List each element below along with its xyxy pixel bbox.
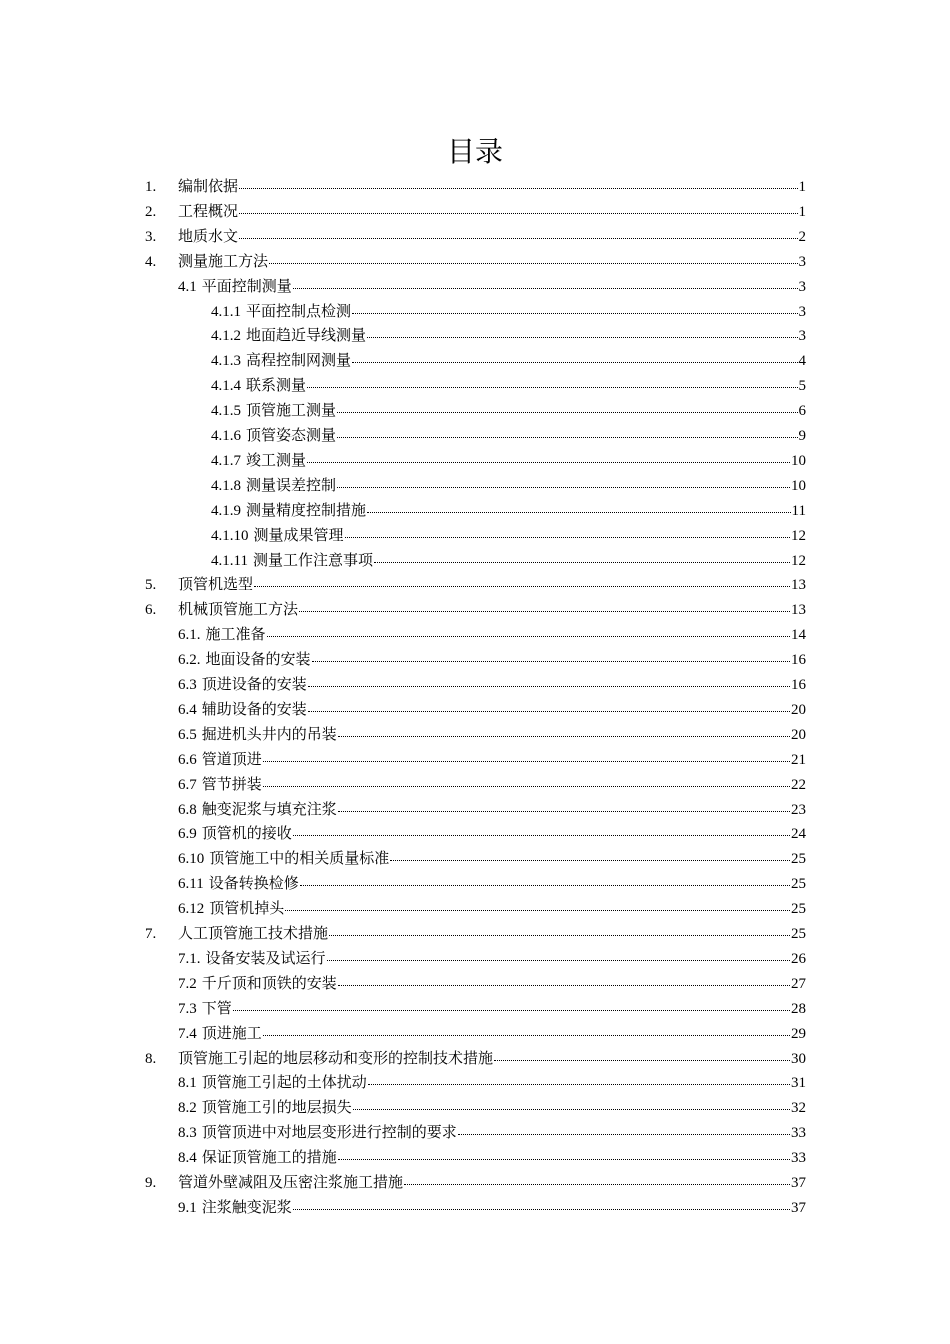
toc-entry-number: 7.4 — [178, 1025, 197, 1042]
toc-entry[interactable] — [211, 300, 806, 325]
toc-entry-number: 4.1.3 — [211, 353, 241, 370]
toc-entry-page: 13 — [791, 602, 806, 619]
toc-entry-page: 26 — [791, 950, 806, 967]
toc-entry-page: 12 — [791, 527, 806, 544]
toc-entry-page: 23 — [791, 801, 806, 818]
toc-entry-number: 6.5 — [178, 726, 197, 743]
toc-entry-number: 4.1.8 — [211, 477, 241, 494]
toc-entry-number: 4.1.10 — [211, 527, 249, 544]
toc-entry-title: 测量精度控制措施 — [246, 502, 367, 519]
toc-entry-page: 37 — [791, 1199, 806, 1216]
toc-entry-number: 8.4 — [178, 1150, 197, 1167]
toc-entry[interactable] — [178, 673, 806, 698]
toc-entry[interactable] — [211, 324, 806, 349]
toc-entry-number: 4.1.6 — [211, 428, 241, 444]
toc-entry-number: 6.12 — [178, 901, 205, 918]
toc-entry[interactable] — [211, 524, 806, 549]
toc-dot-leader — [337, 476, 790, 490]
toc-entry-title: 测量误差控制 — [246, 477, 337, 494]
toc-entry-title: 竣工测量 — [246, 452, 307, 469]
toc-entry[interactable] — [211, 449, 806, 474]
toc-entry-number: 8. — [145, 1050, 157, 1067]
toc-entry-title: 高程控制网测量 — [246, 353, 352, 370]
toc-dot-leader — [367, 501, 791, 515]
toc-dot-leader — [367, 326, 797, 340]
toc-entry-title: 顶管施工引的地层损失 — [201, 1100, 352, 1117]
toc-dot-leader — [285, 899, 790, 913]
toc-entry-number: 4.1.9 — [211, 502, 241, 519]
toc-entry[interactable] — [145, 1047, 806, 1072]
toc-entry-page: 10 — [791, 452, 806, 469]
toc-entry-number: 5. — [145, 577, 157, 594]
toc-entry[interactable] — [178, 623, 806, 648]
toc-entry-page: 1 — [798, 203, 806, 220]
toc-entry-page: 16 — [791, 677, 806, 693]
toc-entry-title: 人工顶管施工技术措施 — [178, 926, 329, 942]
toc-entry[interactable] — [178, 798, 806, 823]
toc-dot-leader — [307, 376, 797, 390]
toc-entry[interactable] — [178, 773, 806, 798]
toc-entry-page: 4 — [798, 353, 806, 370]
toc-entry-title: 顶管顶进中对地层变形进行控制的要求 — [201, 1125, 457, 1142]
toc-dot-leader — [337, 401, 797, 415]
toc-entry[interactable] — [211, 374, 806, 399]
toc-entry-page: 21 — [791, 751, 806, 768]
toc-entry-title: 掘进机头井内的吊装 — [201, 726, 337, 743]
toc-entry-page: 32 — [791, 1100, 806, 1117]
toc-entry-title: 管道外壁减阻及压密注浆施工措施 — [178, 1175, 404, 1191]
toc-entry-page: 33 — [791, 1125, 806, 1142]
toc-entry-number: 6.2. — [178, 652, 201, 669]
toc-entry-title: 设备安装及试运行 — [205, 950, 326, 967]
toc-entry-page: 25 — [791, 926, 806, 942]
toc-entry-title: 顶管施工引起的土体扰动 — [201, 1075, 367, 1092]
toc-entry-page: 11 — [791, 502, 806, 519]
toc-dot-leader — [352, 351, 797, 365]
toc-entry-title: 工程概况 — [178, 203, 239, 220]
toc-entry[interactable] — [145, 200, 806, 225]
toc-entry-number: 6.7 — [178, 776, 197, 793]
toc-dot-leader — [263, 750, 790, 764]
toc-entry-page: 28 — [791, 1000, 806, 1017]
toc-entry-number: 4.1.2 — [211, 328, 241, 345]
toc-dot-leader — [239, 177, 797, 191]
toc-entry[interactable] — [145, 598, 806, 623]
toc-entry[interactable] — [211, 424, 806, 449]
toc-entry[interactable] — [145, 250, 806, 275]
toc-entry[interactable] — [145, 175, 806, 200]
toc-entry-page: 12 — [791, 552, 806, 569]
toc-entry-title: 地面设备的安装 — [205, 652, 311, 669]
toc-entry[interactable] — [178, 847, 806, 872]
toc-entry-title: 触变泥浆与填充注浆 — [201, 801, 337, 818]
toc-entry-title: 设备转换检修 — [208, 876, 299, 893]
toc-dot-leader — [263, 1024, 790, 1038]
toc-entry-page: 14 — [791, 627, 806, 644]
toc-entry-title: 顶进施工 — [201, 1025, 262, 1042]
toc-entry-number: 8.2 — [178, 1100, 197, 1117]
toc-entry-title: 管道顶进 — [201, 751, 262, 768]
toc-entry[interactable] — [178, 748, 806, 773]
toc-entry-page: 33 — [791, 1150, 806, 1167]
toc-dot-leader — [233, 999, 790, 1013]
toc-dot-leader — [299, 600, 790, 614]
toc-entry-page: 5 — [798, 378, 806, 395]
toc-entry-title: 编制依据 — [178, 179, 239, 195]
toc-entry-title: 联系测量 — [246, 378, 307, 395]
toc-entry-number: 2. — [145, 203, 157, 220]
toc-dot-leader — [254, 575, 790, 589]
toc-dot-leader — [352, 302, 797, 316]
toc-dot-leader — [353, 1098, 790, 1112]
toc-entry-page: 3 — [798, 328, 806, 345]
toc-entry-number: 6.4 — [178, 701, 197, 718]
toc-entry-page: 30 — [791, 1050, 806, 1067]
toc-entry-title: 顶管施工引起的地层移动和变形的控制技术措施 — [178, 1050, 494, 1067]
toc-entry[interactable] — [178, 275, 806, 300]
toc-entry-page: 27 — [791, 975, 806, 992]
toc-dot-leader — [345, 526, 790, 540]
toc-entry[interactable] — [178, 972, 806, 997]
toc-entry-page: 25 — [791, 901, 806, 918]
toc-dot-leader — [338, 725, 790, 739]
toc-entry[interactable] — [211, 549, 806, 574]
toc-entry-page: 24 — [791, 826, 806, 843]
toc-entry[interactable] — [211, 349, 806, 374]
toc-dot-leader — [338, 974, 790, 988]
toc-dot-leader — [293, 1198, 790, 1212]
toc-entry-title: 地质水文 — [178, 228, 239, 245]
toc-entry-title: 平面控制点检测 — [246, 303, 352, 320]
toc-entry-number: 4.1 — [178, 278, 197, 295]
toc-entry-number: 6.9 — [178, 826, 197, 843]
toc-entry[interactable] — [178, 897, 806, 922]
toc-entry-title: 机械顶管施工方法 — [178, 602, 299, 619]
toc-entry[interactable] — [178, 723, 806, 748]
toc-dot-leader — [374, 551, 790, 565]
toc-entry[interactable] — [178, 997, 806, 1022]
toc-entry-number: 6. — [145, 602, 157, 619]
toc-dot-leader — [239, 202, 797, 216]
toc-entry-title: 顶管施工中的相关质量标准 — [209, 851, 390, 868]
toc-entry-title: 顶管施工测量 — [246, 403, 337, 420]
toc-entry-number: 3. — [145, 228, 157, 245]
toc-entry-number: 4.1.5 — [211, 403, 241, 420]
toc-entry[interactable] — [145, 922, 806, 947]
toc-entry-number: 8.3 — [178, 1125, 197, 1142]
toc-entry-number: 1. — [145, 179, 157, 195]
toc-entry-number: 9. — [145, 1175, 157, 1191]
toc-entry-number: 6.1. — [178, 627, 201, 644]
toc-dot-leader — [338, 1148, 790, 1162]
toc-entry-page: 22 — [791, 776, 806, 793]
toc-dot-leader — [263, 775, 790, 789]
toc-entry[interactable] — [178, 1146, 806, 1171]
toc-entry-title: 顶进设备的安装 — [201, 677, 307, 693]
toc-entry[interactable] — [178, 872, 806, 897]
toc-entry-title: 注浆触变泥浆 — [201, 1199, 292, 1216]
toc-entry-number: 6.6 — [178, 751, 197, 768]
toc-entry-page: 9 — [798, 428, 806, 444]
toc-entry-page: 3 — [798, 303, 806, 320]
toc-dot-leader — [269, 252, 797, 266]
toc-entry-number: 9.1 — [178, 1199, 197, 1216]
toc-entry-title: 顶管机掉头 — [209, 901, 285, 918]
toc-entry-title: 顶管姿态测量 — [246, 428, 337, 444]
toc-dot-leader — [308, 675, 790, 689]
toc-entry-number: 7.2 — [178, 975, 197, 992]
page-title: 目录 — [446, 135, 503, 168]
toc-entry-title: 顶管机选型 — [178, 577, 254, 594]
toc-entry[interactable] — [211, 499, 806, 524]
toc-dot-leader — [307, 451, 790, 465]
toc-entry-title: 施工准备 — [205, 627, 266, 644]
toc-entry-number: 6.10 — [178, 851, 205, 868]
toc-dot-leader — [338, 800, 790, 814]
toc-dot-leader — [293, 824, 790, 838]
toc-entry[interactable] — [145, 225, 806, 250]
toc-entry-number: 4. — [145, 253, 157, 270]
toc-entry[interactable] — [211, 474, 806, 499]
toc-entry[interactable] — [178, 1121, 806, 1146]
toc-entry-page: 20 — [791, 701, 806, 718]
toc-entry-number: 4.1.11 — [211, 552, 248, 569]
toc-entry-title: 顶管机的接收 — [201, 826, 292, 843]
toc-entry-number: 6.11 — [178, 876, 204, 893]
toc-entry[interactable] — [178, 1071, 806, 1096]
toc-dot-leader — [267, 625, 790, 639]
toc-dot-leader — [494, 1049, 790, 1063]
toc-entry-title: 管节拼装 — [201, 776, 262, 793]
toc-entry-number: 4.1.1 — [211, 303, 241, 320]
toc-entry-title: 平面控制测量 — [201, 278, 292, 295]
toc-entry-title: 辅助设备的安装 — [201, 701, 307, 718]
toc-entry[interactable] — [178, 822, 806, 847]
toc-entry-page: 16 — [791, 652, 806, 669]
toc-entry-page: 3 — [798, 278, 806, 295]
toc-entry-page: 20 — [791, 726, 806, 743]
toc-entry-page: 37 — [791, 1175, 806, 1191]
toc-entry-number: 4.1.4 — [211, 378, 241, 395]
toc-entry-title: 保证顶管施工的措施 — [201, 1150, 337, 1167]
toc-dot-leader — [329, 924, 790, 938]
toc-entry-page: 6 — [798, 403, 806, 420]
toc-dot-leader — [337, 426, 797, 440]
toc-dot-leader — [293, 277, 798, 291]
toc-entry-page: 2 — [798, 228, 806, 245]
toc-entry-number: 7.3 — [178, 1000, 197, 1017]
toc-entry-title: 测量工作注意事项 — [252, 552, 373, 569]
toc-entry-page: 25 — [791, 876, 806, 893]
toc-entry[interactable] — [178, 1022, 806, 1047]
toc-entry-title: 地面趋近导线测量 — [246, 328, 367, 345]
toc-entry-number: 6.8 — [178, 801, 197, 818]
toc-entry-page: 10 — [791, 477, 806, 494]
toc-entry-number: 7.1. — [178, 950, 201, 967]
toc-entry-page: 13 — [791, 577, 806, 594]
toc-dot-leader — [404, 1173, 790, 1187]
toc-entry[interactable] — [211, 399, 806, 424]
toc-entry-page: 1 — [798, 179, 806, 195]
toc-entry-number: 6.3 — [178, 677, 197, 693]
toc-entry-page: 3 — [798, 253, 806, 270]
toc-dot-leader — [312, 650, 790, 664]
toc-entry-title: 测量成果管理 — [253, 527, 344, 544]
toc-entry[interactable] — [178, 947, 806, 972]
toc-entry[interactable] — [145, 573, 806, 598]
toc-entry-number: 4.1.7 — [211, 452, 241, 469]
toc-dot-leader — [390, 849, 790, 863]
toc-entry-page: 31 — [791, 1075, 806, 1092]
toc-entry-number: 8.1 — [178, 1075, 197, 1092]
toc-dot-leader — [327, 949, 790, 963]
toc-entry-title: 测量施工方法 — [178, 253, 269, 270]
toc-entry-page: 29 — [791, 1025, 806, 1042]
toc-dot-leader — [300, 874, 790, 888]
toc-dot-leader — [368, 1073, 790, 1087]
toc-entry-number: 7. — [145, 926, 157, 942]
toc-dot-leader — [308, 700, 790, 714]
toc-entry[interactable] — [178, 1096, 806, 1121]
toc-entry-title: 千斤顶和顶铁的安装 — [201, 975, 337, 992]
toc-entry[interactable] — [178, 1196, 806, 1221]
toc-entry[interactable] — [145, 1171, 806, 1196]
toc-dot-leader — [458, 1123, 790, 1137]
toc-entry[interactable] — [178, 648, 806, 673]
toc-dot-leader — [239, 227, 797, 241]
toc-entry-page: 25 — [791, 851, 806, 868]
toc-entry-title: 下管 — [201, 1000, 232, 1017]
toc-entry[interactable] — [178, 698, 806, 723]
